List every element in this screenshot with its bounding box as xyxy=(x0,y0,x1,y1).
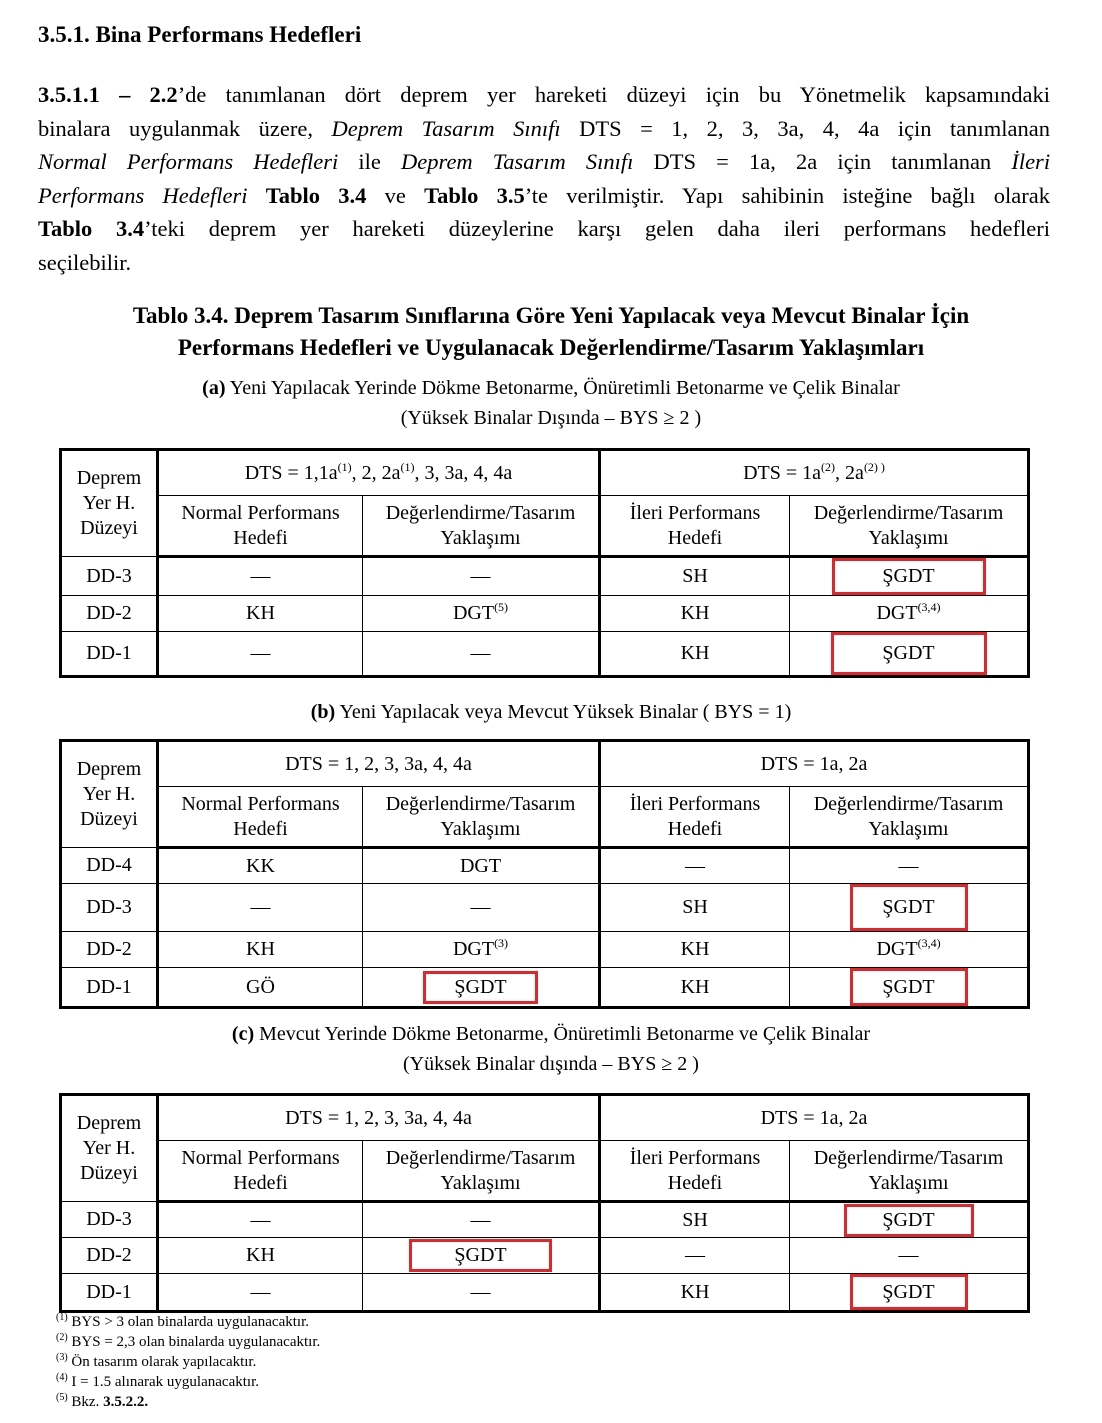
cell-text: DGT xyxy=(452,938,495,960)
subtitle-text: Mevcut Yerinde Dökme Betonarme, Önüretimli Betonarme ve Çelik Binalar xyxy=(259,1023,871,1045)
cell-adv-eval xyxy=(790,884,1029,932)
hdr-line: Yer H. xyxy=(82,1137,136,1159)
cell-text: — xyxy=(470,642,491,664)
hdr-line: Değerlendirme/Tasarım xyxy=(385,792,576,815)
cell-normal: — xyxy=(158,632,363,677)
hdr-line: Yer H. xyxy=(82,783,136,805)
cell-level: DD-2 xyxy=(61,1238,158,1274)
cell-adv: KH xyxy=(600,968,790,1008)
cell-adv-eval xyxy=(790,932,1029,968)
hdr-line: İleri Performans xyxy=(629,501,761,524)
cell-normal: — xyxy=(158,1202,363,1238)
table-b xyxy=(59,739,1030,1009)
section-heading: 3.5.1. Bina Performans Hedefleri xyxy=(38,22,362,47)
subtitle-a xyxy=(0,373,1102,433)
cell-eval xyxy=(363,884,600,932)
table-ref: Tablo 3.4 xyxy=(38,216,145,241)
cell-adv: SH xyxy=(600,884,790,932)
cell-eval xyxy=(363,632,600,677)
dts: , 2a xyxy=(835,461,864,484)
header-dts-right: DTS = 1a, 2a xyxy=(600,1095,1029,1141)
table-title-line: Tablo 3.4. Deprem Tasarım Sınıflarına Göre Yeni Yapılacak veya Mevcut Binalar İçin xyxy=(132,303,970,328)
hdr-line: Yaklaşımı xyxy=(440,817,521,840)
footnote-text: BYS = 2,3 olan binalarda uygulanacaktır. xyxy=(71,1334,321,1350)
cell-adv: KH xyxy=(600,1274,790,1312)
footnote-mark: (5) xyxy=(56,1392,68,1403)
cell-eval xyxy=(363,1274,600,1312)
hdr-line: Değerlendirme/Tasarım xyxy=(385,501,576,524)
footnote-mark: (3,4) xyxy=(917,600,941,614)
cell-normal: KH xyxy=(158,932,363,968)
header-normal xyxy=(158,496,363,557)
text: DTS = 1a, 2a için tanımlanan xyxy=(653,149,992,174)
cell-eval xyxy=(363,1202,600,1238)
footnote xyxy=(56,1372,320,1392)
cell-level: DD-3 xyxy=(61,557,158,596)
footnote-mark: (3) xyxy=(56,1352,68,1363)
text: ve xyxy=(384,182,406,208)
cell-normal: — xyxy=(158,557,363,596)
table-row xyxy=(61,596,1029,632)
table-title xyxy=(0,300,1102,364)
hdr-line: Yaklaşımı xyxy=(868,526,949,549)
header-adv-eval xyxy=(790,787,1029,848)
cell-adv-eval xyxy=(790,1202,1029,1238)
cell-adv-eval xyxy=(790,557,1029,596)
footnote-mark: (2) ) xyxy=(863,459,885,474)
header-level xyxy=(61,741,158,848)
table-c xyxy=(59,1093,1030,1313)
header-dts-left xyxy=(158,450,600,496)
text-italic: Normal Performans Hedefleri xyxy=(38,149,339,174)
header-eval xyxy=(363,1141,600,1202)
hdr-line: Düzeyi xyxy=(80,1162,138,1184)
cell-level: DD-4 xyxy=(61,848,158,884)
cell-normal: — xyxy=(158,884,363,932)
cell-eval xyxy=(363,968,600,1008)
cell-level: DD-1 xyxy=(61,968,158,1008)
cell-text: — xyxy=(470,1280,491,1303)
hdr-line: Yaklaşımı xyxy=(868,1171,949,1194)
hdr-line: Düzeyi xyxy=(80,808,138,830)
cell-normal: KH xyxy=(158,596,363,632)
hdr-line: Deprem xyxy=(76,467,142,489)
cell-text: DGT xyxy=(876,602,918,624)
footnote-mark: (5) xyxy=(494,600,509,614)
text: ile xyxy=(358,149,381,174)
hdr-line: Hedefi xyxy=(233,1171,288,1194)
cell-adv: KH xyxy=(600,632,790,677)
subtitle-text: (Yüksek Binalar dışında – BYS ≥ 2 ) xyxy=(403,1053,699,1075)
cell-text: DGT xyxy=(876,938,918,960)
cell-level: DD-3 xyxy=(61,1202,158,1238)
table-row xyxy=(61,932,1029,968)
cell-eval xyxy=(363,1238,600,1274)
footnote xyxy=(56,1332,320,1352)
cell-normal: — xyxy=(158,1274,363,1312)
cell-adv-eval: — xyxy=(790,848,1029,884)
subtitle-text: Yeni Yapılacak Yerinde Dökme Betonarme, Önüretimli Betonarme ve Çelik Binalar xyxy=(229,377,900,399)
cell-adv-eval xyxy=(790,1274,1029,1312)
hdr-line: Hedefi xyxy=(667,817,723,840)
footnote-mark: (1) xyxy=(337,459,352,474)
header-eval xyxy=(363,787,600,848)
footnote-text: Bkz. xyxy=(71,1394,100,1410)
cell-adv: SH xyxy=(600,1202,790,1238)
subtitle-b xyxy=(0,697,1102,727)
highlighted-value: ŞGDT xyxy=(409,1239,552,1272)
subtitle-text: Yeni Yapılacak veya Mevcut Yüksek Binalar ( BYS = 1) xyxy=(339,701,792,723)
table-title-line: Performans Hedefleri ve Uygulanacak Değerlendirme/Tasarım Yaklaşımları xyxy=(177,335,925,360)
text: ’te verilmiştir. Yapı sahibinin isteğine bağlı olarak xyxy=(524,182,1051,208)
cell-text: — xyxy=(470,896,491,918)
dts: , 3, 3a, 4, 4a xyxy=(414,461,513,484)
highlighted-value: ŞGDT xyxy=(832,558,986,595)
dts: DTS = 1a xyxy=(743,461,822,484)
section-ref: 3.5.1.1 – 2.2 xyxy=(38,82,178,107)
cell-level: DD-1 xyxy=(61,1274,158,1312)
dts: DTS = 1,1a xyxy=(244,461,338,484)
cell-adv-eval xyxy=(790,632,1029,677)
cell-eval xyxy=(363,557,600,596)
text: ’teki deprem yer hareketi düzeylerine karşı gelen daha ileri performans hedefleri xyxy=(144,216,1050,241)
table-row xyxy=(61,1238,1029,1274)
cell-text: DGT xyxy=(459,854,502,877)
hdr-line: Hedefi xyxy=(667,526,723,549)
text: binalara uygulanmak üzere, xyxy=(38,115,313,141)
hdr-line: Değerlendirme/Tasarım xyxy=(385,1146,576,1169)
header-adv-eval xyxy=(790,1141,1029,1202)
header-advanced xyxy=(600,496,790,557)
table-row xyxy=(61,968,1029,1008)
footnote-ref: 3.5.2.2. xyxy=(103,1394,149,1410)
footnote-mark: (4) xyxy=(56,1372,68,1383)
hdr-line: Yaklaşımı xyxy=(440,526,521,549)
cell-adv-eval xyxy=(790,968,1029,1008)
footnote-mark: (3,4) xyxy=(917,936,941,950)
text-italic: Performans Hedefleri xyxy=(38,182,248,208)
cell-eval xyxy=(363,596,600,632)
subtitle-label: (b) xyxy=(310,701,336,723)
footnote-text: I = 1.5 alınarak uygulanacaktır. xyxy=(71,1374,259,1390)
highlighted-value: ŞGDT xyxy=(850,1274,968,1310)
intro-paragraph xyxy=(38,78,1050,279)
hdr-line: Normal Performans xyxy=(181,501,340,524)
hdr-line: Yaklaşımı xyxy=(868,817,949,840)
footnote xyxy=(56,1352,320,1372)
header-dts-left: DTS = 1, 2, 3, 3a, 4, 4a xyxy=(158,741,600,787)
highlighted-value: ŞGDT xyxy=(423,971,538,1004)
text: ’de tanımlanan dört deprem yer hareketi düzeyi için bu Yönetmelik kapsamındaki xyxy=(177,82,1050,107)
highlighted-value: ŞGDT xyxy=(844,1204,974,1237)
table-row xyxy=(61,884,1029,932)
highlighted-value: ŞGDT xyxy=(850,884,968,931)
header-dts-right xyxy=(600,450,1029,496)
text-italic: İleri xyxy=(1011,149,1051,174)
hdr-line: Normal Performans xyxy=(181,1146,340,1169)
dts: , 2, 2a xyxy=(351,461,401,484)
table-row xyxy=(61,632,1029,677)
footnote xyxy=(56,1392,320,1412)
table-row xyxy=(61,848,1029,884)
table-ref: Tablo 3.4 xyxy=(265,182,367,208)
hdr-line: Hedefi xyxy=(233,526,288,549)
hdr-line: Düzeyi xyxy=(80,517,138,539)
highlighted-value: ŞGDT xyxy=(850,968,968,1006)
footnotes xyxy=(56,1312,320,1412)
table-ref: Tablo 3.5 xyxy=(424,182,525,208)
highlighted-value: ŞGDT xyxy=(831,632,987,675)
hdr-line: Değerlendirme/Tasarım xyxy=(813,792,1004,815)
text-italic: Deprem Tasarım Sınıfı xyxy=(401,149,634,174)
table-row xyxy=(61,557,1029,596)
cell-normal: KK xyxy=(158,848,363,884)
table-row xyxy=(61,1202,1029,1238)
footnote-text: BYS > 3 olan binalarda uygulanacaktır. xyxy=(71,1314,309,1330)
footnote-mark: (1) xyxy=(56,1312,68,1323)
footnote-mark: (2) xyxy=(821,459,836,474)
cell-level: DD-1 xyxy=(61,632,158,677)
hdr-line: Normal Performans xyxy=(181,792,340,815)
cell-adv: SH xyxy=(600,557,790,596)
cell-text: — xyxy=(470,1208,491,1231)
header-level xyxy=(61,450,158,557)
hdr-line: Değerlendirme/Tasarım xyxy=(813,501,1004,524)
hdr-line: Deprem xyxy=(76,1112,142,1134)
text: seçilebilir. xyxy=(38,249,132,275)
cell-adv: — xyxy=(600,848,790,884)
cell-level: DD-2 xyxy=(61,596,158,632)
header-advanced xyxy=(600,1141,790,1202)
cell-text: DGT xyxy=(452,602,495,624)
cell-text: — xyxy=(470,565,491,587)
subtitle-label: (a) xyxy=(202,377,226,399)
table-row xyxy=(61,1274,1029,1312)
hdr-line: Değerlendirme/Tasarım xyxy=(813,1146,1004,1169)
text-italic: Deprem Tasarım Sınıfı xyxy=(331,115,561,141)
footnote xyxy=(56,1312,320,1332)
cell-level: DD-2 xyxy=(61,932,158,968)
cell-adv: KH xyxy=(600,932,790,968)
cell-adv: KH xyxy=(600,596,790,632)
header-eval xyxy=(363,496,600,557)
hdr-line: Yaklaşımı xyxy=(440,1171,521,1194)
subtitle-text: (Yüksek Binalar Dışında – BYS ≥ 2 ) xyxy=(400,407,702,429)
cell-normal: GÖ xyxy=(158,968,363,1008)
hdr-line: Hedefi xyxy=(233,817,288,840)
header-dts-right: DTS = 1a, 2a xyxy=(600,741,1029,787)
header-advanced xyxy=(600,787,790,848)
footnote-mark: (3) xyxy=(494,936,509,950)
header-normal xyxy=(158,1141,363,1202)
subtitle-label: (c) xyxy=(231,1023,255,1045)
hdr-line: Yer H. xyxy=(82,492,136,514)
header-adv-eval xyxy=(790,496,1029,557)
subtitle-c xyxy=(0,1019,1102,1079)
footnote-mark: (1) xyxy=(400,459,415,474)
cell-normal: KH xyxy=(158,1238,363,1274)
cell-adv-eval xyxy=(790,596,1029,632)
footnote-mark: (2) xyxy=(56,1332,68,1343)
hdr-line: Deprem xyxy=(76,758,142,780)
header-level xyxy=(61,1095,158,1202)
footnote-text: Ön tasarım olarak yapılacaktır. xyxy=(71,1354,257,1370)
table-a xyxy=(59,448,1030,678)
cell-adv: — xyxy=(600,1238,790,1274)
hdr-line: İleri Performans xyxy=(629,1146,761,1169)
text: DTS = 1, 2, 3, 3a, 4, 4a için tanımlanan xyxy=(579,115,1051,141)
header-normal xyxy=(158,787,363,848)
cell-eval xyxy=(363,932,600,968)
header-dts-left: DTS = 1, 2, 3, 3a, 4, 4a xyxy=(158,1095,600,1141)
cell-adv-eval: — xyxy=(790,1238,1029,1274)
hdr-line: İleri Performans xyxy=(629,792,761,815)
hdr-line: Hedefi xyxy=(667,1171,723,1194)
cell-eval xyxy=(363,848,600,884)
cell-level: DD-3 xyxy=(61,884,158,932)
